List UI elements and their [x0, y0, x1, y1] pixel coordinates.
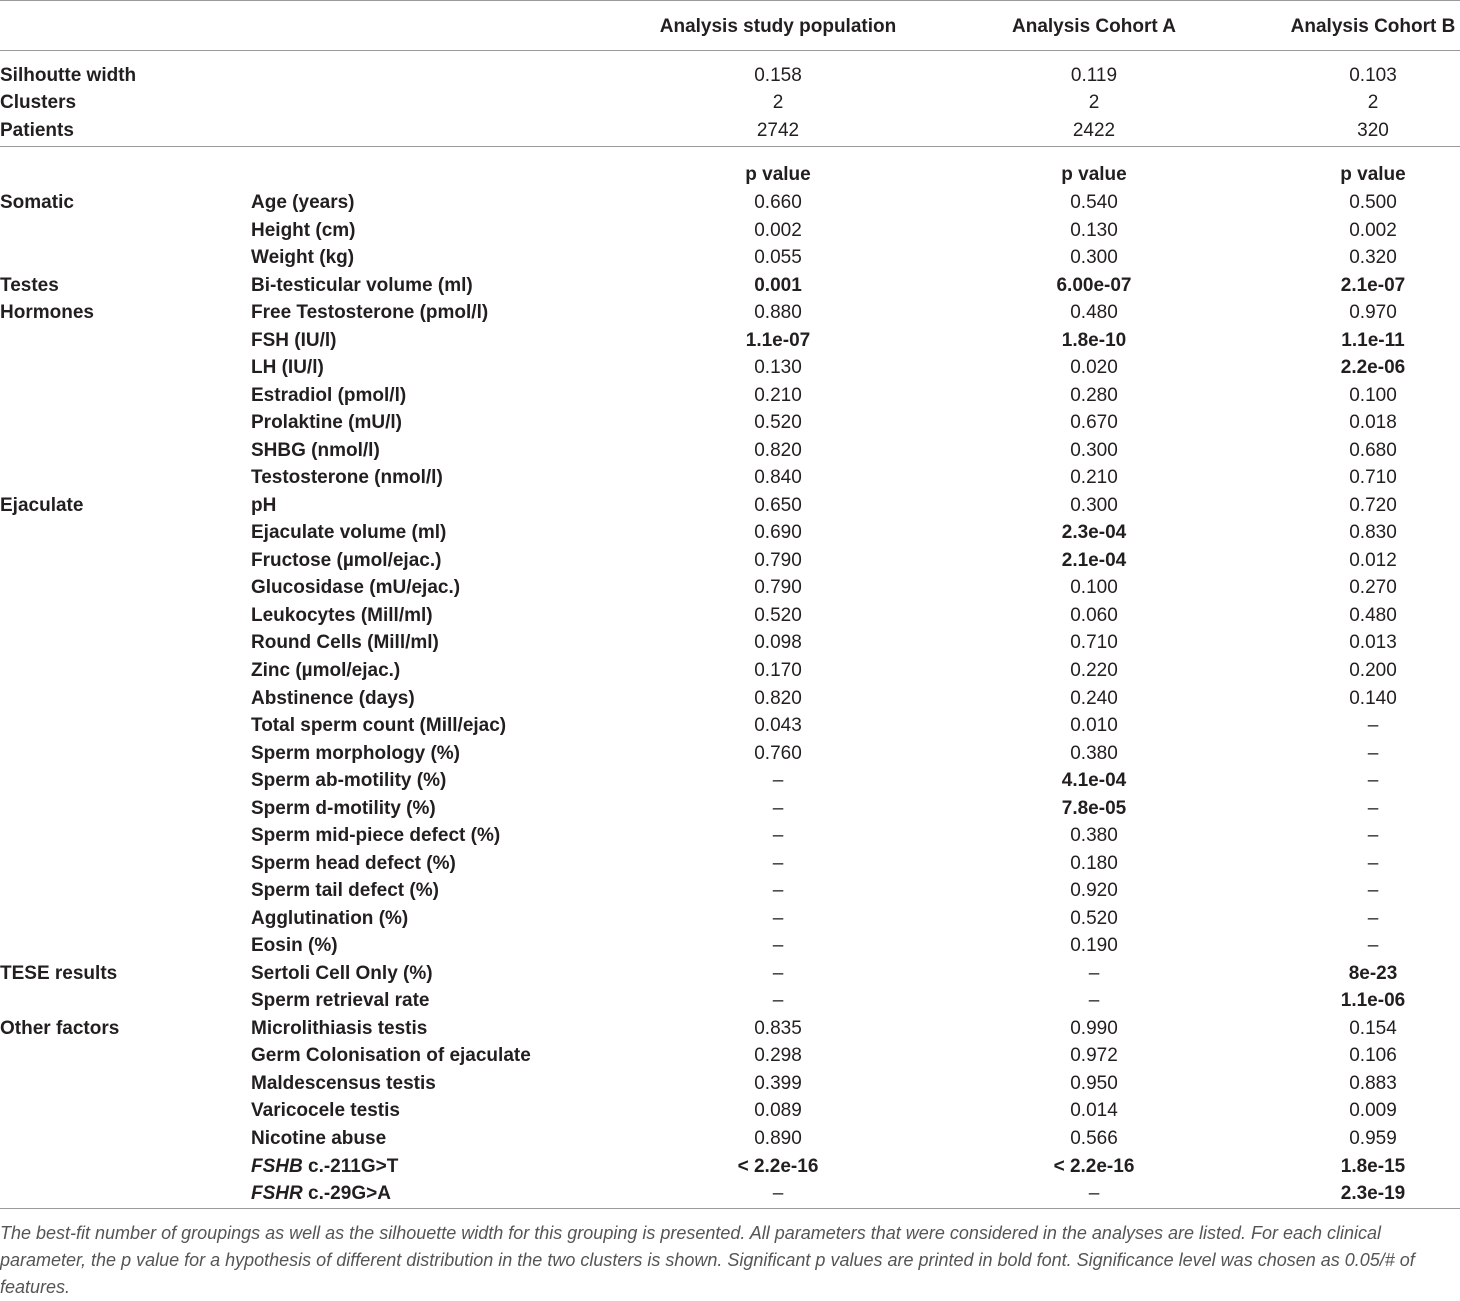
parameter-label: Sperm morphology (%) [251, 743, 461, 764]
parameter-label: pH [251, 495, 277, 516]
pvalue-cohort-b: 2.3e-19 [1340, 1183, 1406, 1204]
pvalue-study-population: 0.890 [754, 1128, 802, 1149]
summary-value-b: 2 [1088, 92, 1100, 113]
summary-label: Clusters [0, 92, 77, 113]
parameter-label: Germ Colonisation of ejaculate [251, 1045, 531, 1066]
gene-name: FSHB [251, 1156, 303, 1177]
pvalue-cohort-a: 0.670 [1070, 412, 1118, 433]
parameter-label: Sperm d-motility (%) [251, 798, 436, 819]
summary-value-a: 0.158 [754, 65, 802, 86]
header-col-study-population: Analysis study population [659, 16, 897, 37]
summary-rule [0, 146, 1460, 147]
pvalue-study-population: 0.790 [754, 577, 802, 598]
header-col-cohort-b: Analysis Cohort B [1290, 16, 1456, 37]
pvalue-cohort-b: 8e-23 [1348, 963, 1398, 984]
pvalue-cohort-b: – [1367, 935, 1379, 956]
pvalue-study-population: 0.043 [754, 715, 802, 736]
pvalue-study-population: – [772, 990, 784, 1011]
pvalue-study-population: 0.660 [754, 192, 802, 213]
pvalue-cohort-b: 0.959 [1349, 1128, 1397, 1149]
pvalue-cohort-b: 0.013 [1349, 632, 1397, 653]
pvalue-cohort-a: 0.380 [1070, 825, 1118, 846]
pvalue-cohort-b: 0.270 [1349, 577, 1397, 598]
summary-label: Silhoutte width [0, 65, 137, 86]
pvalue-study-population: 0.399 [754, 1073, 802, 1094]
group-label: Testes [0, 275, 59, 296]
parameter-label: Sperm retrieval rate [251, 990, 430, 1011]
pvalue-cohort-b: – [1367, 798, 1379, 819]
parameter-label: Fructose (µmol/ejac.) [251, 550, 442, 571]
parameter-label: Sperm ab-motility (%) [251, 770, 447, 791]
pvalue-cohort-a: 0.180 [1070, 853, 1118, 874]
pvalue-cohort-b: – [1367, 743, 1379, 764]
pvalue-study-population: 0.690 [754, 522, 802, 543]
pvalue-cohort-b: 0.140 [1349, 688, 1397, 709]
pvalue-cohort-a: 7.8e-05 [1061, 798, 1127, 819]
pvalue-cohort-a: 0.280 [1070, 385, 1118, 406]
parameter-label: FSH (IU/l) [251, 330, 337, 351]
summary-value-b: 2422 [1072, 120, 1116, 141]
pvalue-study-population: 0.089 [754, 1100, 802, 1121]
table-caption: The best-fit number of groupings as well as the silhouette width for this grouping is presented. All parameters that were considered in the analyses are listed. For each clinical parameter, the p value for a hypothesis of different distribution in the two clusters is shown. Significant p values are printed in bold font. Significance level was chosen as 0.05/# of features. [0, 1223, 1415, 1297]
pvalue-cohort-b: 0.002 [1349, 220, 1397, 241]
pvalue-study-population: – [772, 880, 784, 901]
summary-value-c: 0.103 [1349, 65, 1397, 86]
pvalue-cohort-a: 0.990 [1070, 1018, 1118, 1039]
pvalue-cohort-a: 0.190 [1070, 935, 1118, 956]
pvalue-cohort-b: 0.100 [1349, 385, 1397, 406]
pvalue-cohort-a: 2.1e-04 [1061, 550, 1127, 571]
parameter-label: Leukocytes (Mill/ml) [251, 605, 433, 626]
pvalue-cohort-a: 0.300 [1070, 495, 1118, 516]
summary-label: Patients [0, 120, 74, 141]
pvalue-cohort-b: 0.830 [1349, 522, 1397, 543]
pvalue-study-population: 0.650 [754, 495, 802, 516]
parameter-label: Sperm head defect (%) [251, 853, 456, 874]
pvalue-study-population: – [772, 963, 784, 984]
pvalue-study-population: 1.1e-07 [745, 330, 811, 351]
parameter-label: Height (cm) [251, 220, 356, 241]
pvalue-study-population: 0.520 [754, 412, 802, 433]
pvalue-cohort-a: 1.8e-10 [1061, 330, 1127, 351]
pvalue-study-population: 0.790 [754, 550, 802, 571]
parameter-label: Abstinence (days) [251, 688, 415, 709]
group-label: Hormones [0, 302, 94, 323]
pvalue-study-population: 0.840 [754, 467, 802, 488]
group-label: Somatic [0, 192, 74, 213]
top-rule [0, 0, 1460, 1]
parameter-label: Ejaculate volume (ml) [251, 522, 447, 543]
summary-value-a: 2742 [756, 120, 800, 141]
pvalue-cohort-b: 0.710 [1349, 467, 1397, 488]
pvalue-study-population: – [772, 853, 784, 874]
pvalue-study-population: 0.130 [754, 357, 802, 378]
pvalue-cohort-b: – [1367, 770, 1379, 791]
pvalue-study-population: 0.298 [754, 1045, 802, 1066]
parameter-label: Prolaktine (mU/l) [251, 412, 402, 433]
summary-value-a: 2 [772, 92, 784, 113]
pvalue-cohort-a: 4.1e-04 [1061, 770, 1127, 791]
pvalue-cohort-a: < 2.2e-16 [1053, 1156, 1135, 1177]
pvalue-study-population: < 2.2e-16 [737, 1156, 819, 1177]
pvalue-cohort-a: 0.520 [1070, 908, 1118, 929]
variant-label: c.-29G>A [302, 1183, 391, 1204]
parameter-label: Agglutination (%) [251, 908, 409, 929]
pvalue-cohort-b: – [1367, 715, 1379, 736]
parameter-label [251, 1156, 398, 1178]
pvalue-cohort-a: 2.3e-04 [1061, 522, 1127, 543]
pvalue-cohort-a: 0.020 [1070, 357, 1118, 378]
parameter-label [251, 1183, 391, 1205]
pvalue-cohort-b: 0.012 [1349, 550, 1397, 571]
summary-value-c: 320 [1357, 120, 1389, 141]
pvalue-header-c: p value [1340, 164, 1406, 185]
pvalue-cohort-a: 0.540 [1070, 192, 1118, 213]
parameter-label: Sperm mid-piece defect (%) [251, 825, 501, 846]
pvalue-cohort-a: 0.210 [1070, 467, 1118, 488]
bottom-rule [0, 1208, 1460, 1209]
pvalue-study-population: 0.098 [754, 632, 802, 653]
parameter-label: Free Testosterone (pmol/l) [251, 302, 489, 323]
parameter-label: Weight (kg) [251, 247, 355, 268]
pvalue-cohort-a: 0.130 [1070, 220, 1118, 241]
parameter-label: Glucosidase (mU/ejac.) [251, 577, 461, 598]
header-col-cohort-a: Analysis Cohort A [1012, 16, 1176, 37]
pvalue-cohort-b: 1.8e-15 [1340, 1156, 1406, 1177]
pvalue-cohort-a: 0.566 [1070, 1128, 1118, 1149]
parameter-label: Eosin (%) [251, 935, 338, 956]
pvalue-cohort-a: 0.240 [1070, 688, 1118, 709]
variant-label: c.-211G>T [302, 1156, 399, 1177]
pvalue-cohort-a: 0.060 [1070, 605, 1118, 626]
pvalue-cohort-a: 0.950 [1070, 1073, 1118, 1094]
pvalue-cohort-b: 0.009 [1349, 1100, 1397, 1121]
pvalue-study-population: 0.170 [754, 660, 802, 681]
pvalue-study-population: 0.210 [754, 385, 802, 406]
parameter-label: Microlithiasis testis [251, 1018, 428, 1039]
pvalue-cohort-a: 0.014 [1070, 1100, 1118, 1121]
pvalue-cohort-b: – [1367, 908, 1379, 929]
pvalue-study-population: – [772, 825, 784, 846]
pvalue-cohort-a: 0.100 [1070, 577, 1118, 598]
pvalue-cohort-b: – [1367, 880, 1379, 901]
pvalue-cohort-a: 0.380 [1070, 743, 1118, 764]
pvalue-cohort-b: 0.500 [1349, 192, 1397, 213]
pvalue-cohort-b: 0.680 [1349, 440, 1397, 461]
pvalue-cohort-b: 0.320 [1349, 247, 1397, 268]
parameter-label: Sperm tail defect (%) [251, 880, 439, 901]
parameter-label: Total sperm count (Mill/ejac) [251, 715, 507, 736]
pvalue-cohort-b: 0.720 [1349, 495, 1397, 516]
pvalue-study-population: – [772, 1183, 784, 1204]
pvalue-study-population: 0.835 [754, 1018, 802, 1039]
gene-name: FSHR [251, 1183, 303, 1204]
parameter-label: Zinc (µmol/ejac.) [251, 660, 401, 681]
pvalue-cohort-b: 0.106 [1349, 1045, 1397, 1066]
pvalue-study-population: 0.820 [754, 688, 802, 709]
pvalue-cohort-a: 0.300 [1070, 440, 1118, 461]
summary-value-b: 0.119 [1070, 65, 1118, 86]
pvalue-cohort-a: 0.010 [1070, 715, 1118, 736]
header-rule [0, 50, 1460, 51]
pvalue-study-population: 0.760 [754, 743, 802, 764]
pvalue-cohort-b: – [1367, 825, 1379, 846]
parameter-label: Bi-testicular volume (ml) [251, 275, 473, 296]
pvalue-cohort-a: 0.710 [1070, 632, 1118, 653]
pvalue-study-population: 0.880 [754, 302, 802, 323]
parameter-label: Estradiol (pmol/l) [251, 385, 407, 406]
group-label: TESE results [0, 963, 118, 984]
pvalue-study-population: 0.002 [754, 220, 802, 241]
parameter-label: Testosterone (nmol/l) [251, 467, 443, 488]
pvalue-cohort-b: 0.970 [1349, 302, 1397, 323]
pvalue-cohort-b: 1.1e-06 [1340, 990, 1406, 1011]
pvalue-header-b: p value [1061, 164, 1127, 185]
pvalue-cohort-a: – [1088, 963, 1100, 984]
pvalue-cohort-b: 2.1e-07 [1340, 275, 1406, 296]
pvalue-cohort-b: 0.018 [1349, 412, 1397, 433]
parameter-label: Round Cells (Mill/ml) [251, 632, 439, 653]
parameter-label: SHBG (nmol/l) [251, 440, 380, 461]
pvalue-cohort-a: 6.00e-07 [1056, 275, 1132, 296]
pvalue-cohort-a: 0.220 [1070, 660, 1118, 681]
parameter-label: Nicotine abuse [251, 1128, 387, 1149]
pvalue-study-population: 0.520 [754, 605, 802, 626]
pvalue-cohort-a: 0.300 [1070, 247, 1118, 268]
pvalue-cohort-b: 0.154 [1349, 1018, 1397, 1039]
pvalue-study-population: 0.001 [754, 275, 802, 296]
summary-value-c: 2 [1367, 92, 1379, 113]
pvalue-study-population: 0.820 [754, 440, 802, 461]
parameter-label: Varicocele testis [251, 1100, 400, 1121]
parameter-label: Maldescensus testis [251, 1073, 436, 1094]
pvalue-study-population: – [772, 770, 784, 791]
pvalue-cohort-a: 0.480 [1070, 302, 1118, 323]
pvalue-cohort-b: 0.480 [1349, 605, 1397, 626]
pvalue-cohort-b: 2.2e-06 [1340, 357, 1406, 378]
pvalue-cohort-a: – [1088, 990, 1100, 1011]
pvalue-study-population: – [772, 908, 784, 929]
pvalue-study-population: – [772, 798, 784, 819]
pvalue-cohort-b: 1.1e-11 [1341, 330, 1405, 351]
pvalue-cohort-a: – [1088, 1183, 1100, 1204]
parameter-label: Age (years) [251, 192, 355, 213]
group-label: Other factors [0, 1018, 120, 1039]
pvalue-cohort-b: 0.200 [1349, 660, 1397, 681]
pvalue-cohort-a: 0.972 [1070, 1045, 1118, 1066]
pvalue-cohort-b: 0.883 [1349, 1073, 1397, 1094]
parameter-label: Sertoli Cell Only (%) [251, 963, 433, 984]
parameter-label: LH (IU/l) [251, 357, 324, 378]
group-label: Ejaculate [0, 495, 84, 516]
pvalue-cohort-b: – [1367, 853, 1379, 874]
pvalue-study-population: – [772, 935, 784, 956]
pvalue-cohort-a: 0.920 [1070, 880, 1118, 901]
pvalue-header-a: p value [745, 164, 811, 185]
pvalue-study-population: 0.055 [754, 247, 802, 268]
